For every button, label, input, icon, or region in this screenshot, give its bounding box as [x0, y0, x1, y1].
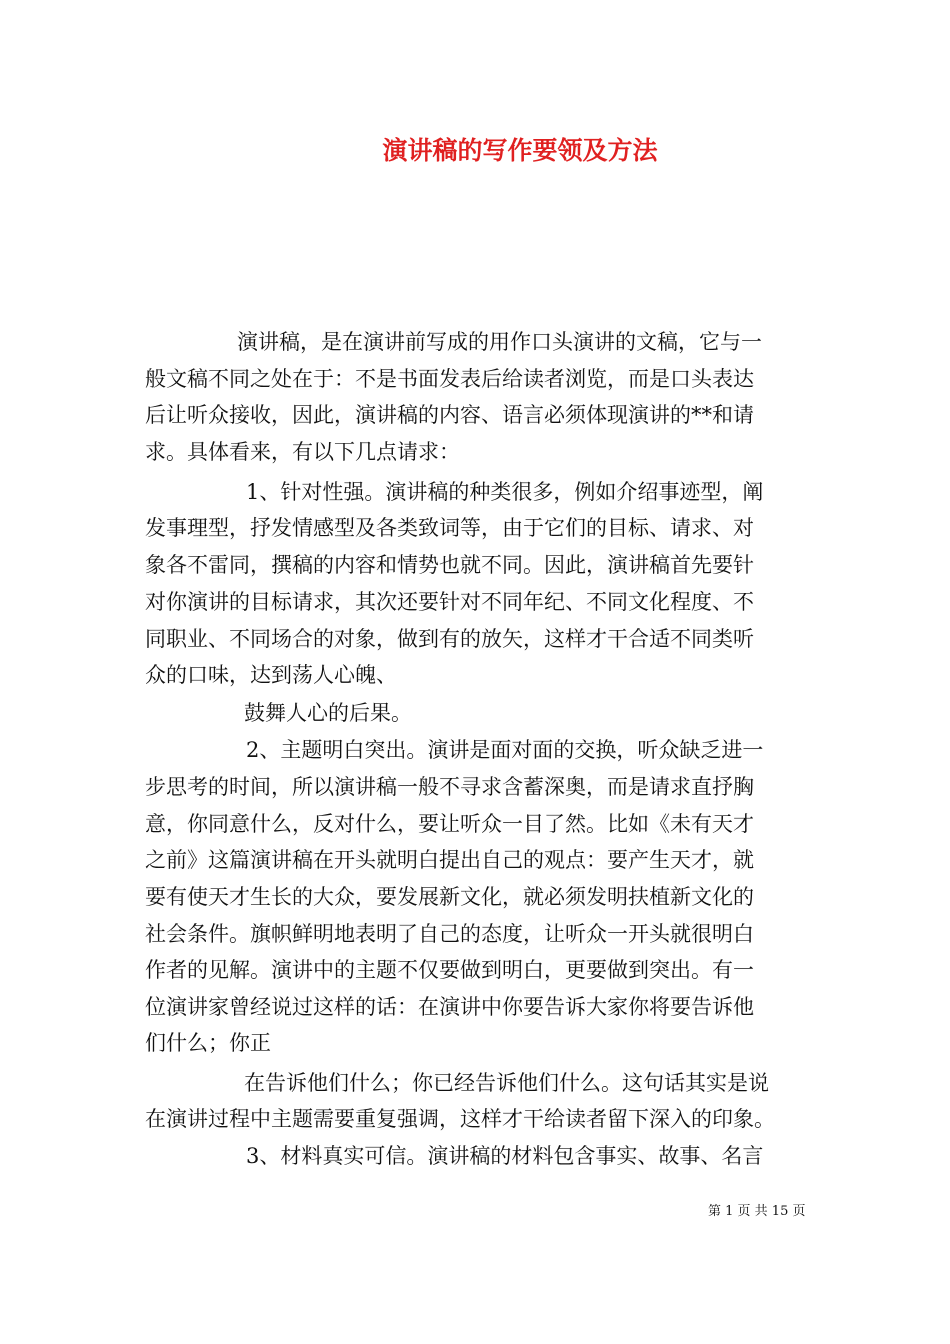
- body-line: 1、针对性强。演讲稿的种类很多，例如介绍事迹型，阐: [246, 480, 764, 504]
- body-line: 求。具体看来，有以下几点请求：: [145, 440, 460, 464]
- body-line: 社会条件。旗帜鲜明地表明了自己的态度，让听众一开头就很明白: [145, 922, 754, 946]
- document-title: 演讲稿的写作要领及方法: [382, 136, 658, 165]
- body-line: 在告诉他们什么；你已经告诉他们什么。这句话其实是说: [244, 1071, 769, 1095]
- page-number-footer: 第 1 页 共 15 页: [708, 1204, 806, 1219]
- body-line: 发事理型，抒发情感型及各类致词等，由于它们的目标、请求、对: [145, 516, 754, 540]
- body-line: 鼓舞人心的后果。: [244, 701, 412, 725]
- body-line: 作者的见解。演讲中的主题不仅要做到明白，更要做到突出。有一: [145, 958, 754, 982]
- body-line: 们什么；你正: [145, 1031, 271, 1055]
- body-line: 象各不雷同，撰稿的内容和情势也就不同。因此，演讲稿首先要针: [145, 553, 754, 577]
- body-line: 2、主题明白突出。演讲是面对面的交换，听众缺乏进一: [246, 738, 764, 762]
- body-line: 后让听众接收，因此，演讲稿的内容、语言必须体现演讲的**和请: [145, 403, 754, 427]
- body-line: 演讲稿，是在演讲前写成的用作口头演讲的文稿，它与一: [237, 330, 762, 354]
- body-line: 般文稿不同之处在于：不是书面发表后给读者浏览，而是口头表达: [145, 367, 754, 391]
- body-line: 意，你同意什么，反对什么，要让听众一目了然。比如《未有天才: [145, 812, 754, 836]
- body-line: 3、材料真实可信。演讲稿的材料包含事实、故事、名言: [246, 1144, 764, 1168]
- body-line: 位演讲家曾经说过这样的话：在演讲中你要告诉大家你将要告诉他: [145, 995, 754, 1019]
- body-line: 步思考的时间，所以演讲稿一般不寻求含蓄深奥，而是请求直抒胸: [145, 775, 754, 799]
- body-line: 之前》这篇演讲稿在开头就明白提出自己的观点：要产生天才，就: [145, 848, 754, 872]
- body-line: 要有使天才生长的大众，要发展新文化，就必须发明扶植新文化的: [145, 885, 754, 909]
- body-line: 众的口味，达到荡人心魄、: [145, 663, 397, 687]
- body-line: 同职业、不同场合的对象，做到有的放矢，这样才干合适不同类听: [145, 627, 754, 651]
- body-line: 对你演讲的目标请求，其次还要针对不同年纪、不同文化程度、不: [145, 590, 754, 614]
- body-line: 在演讲过程中主题需要重复强调，这样才干给读者留下深入的印象。: [145, 1107, 775, 1131]
